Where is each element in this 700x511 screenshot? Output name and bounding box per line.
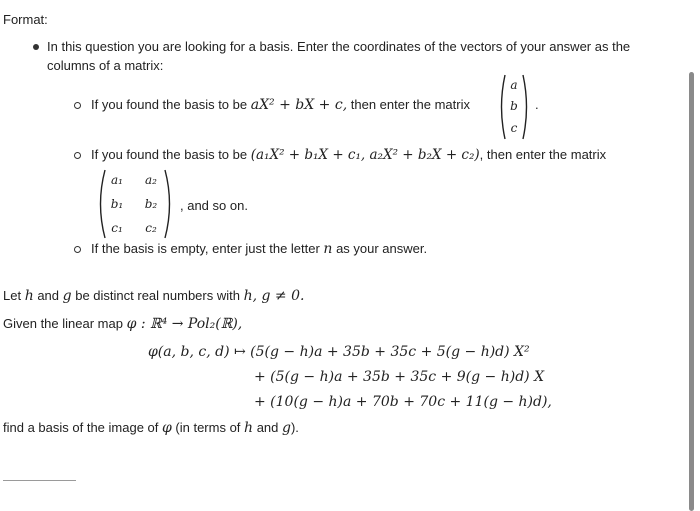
instruction-line-2: columns of a matrix: [47, 58, 164, 73]
sub2-mid: , then enter the matrix [479, 147, 607, 162]
matrix1-left-paren [497, 73, 507, 141]
matrix1-right-paren [521, 73, 531, 141]
sub-bullet-1 [91, 97, 470, 113]
p1-prefix: Let [3, 288, 25, 303]
bullet-dot [33, 44, 39, 50]
p1-h: h [24, 288, 34, 304]
sub2-suffix: , and so on. [180, 198, 248, 213]
final-g: g [282, 420, 291, 436]
sub3-prefix: If the basis is empty, enter just the letter [91, 241, 324, 256]
p1-g: g [62, 288, 72, 304]
formula-line-2: + (5(g − h)a + 35b + 35c + 9(g − h)d) X [254, 369, 545, 385]
format-label: Format: [3, 12, 48, 27]
problem-final-line [3, 420, 299, 436]
matrix2-a2: a₂ [145, 173, 157, 187]
p1-and: and [33, 288, 63, 303]
sub1-prefix: If you found the basis to be [91, 97, 251, 112]
answer-input-underline[interactable] [3, 480, 76, 481]
final-h: h [244, 420, 254, 436]
problem-line-1 [3, 288, 304, 304]
sub2-prefix: If you found the basis to be [91, 147, 251, 162]
instruction-line-1: In this question you are looking for a basis. Enter the coordinates of the vectors of your answer as the [47, 39, 631, 54]
sub1-suffix: . [535, 97, 539, 112]
p1-cond: h, g ≠ 0. [243, 288, 305, 304]
final-phi: φ [161, 420, 172, 436]
matrix1-entry-a: a [510, 78, 518, 92]
problem-line-2 [3, 316, 242, 332]
sub-bullet-circle-2 [74, 152, 81, 159]
p1-mid: be distinct real numbers with [71, 288, 244, 303]
sub-bullet-2 [91, 147, 606, 163]
matrix2-b1: b₁ [110, 197, 124, 211]
sub3-suffix: as your answer. [332, 241, 428, 256]
matrix2-a1: a₁ [111, 173, 123, 187]
matrix1-entry-c: c [510, 121, 518, 135]
formula-line-1: φ(a, b, c, d) ↦ (5(g − h)a + 35b + 35c + 5(g − h)d) X² [148, 344, 530, 360]
sub-bullet-circle-1 [74, 102, 81, 109]
matrix1-entry-b: b [510, 99, 518, 113]
matrix2-c1: c₁ [111, 221, 123, 235]
matrix2-c2: c₂ [145, 221, 157, 235]
final-and: and [253, 420, 282, 435]
sub1-mid: then enter the matrix [347, 97, 470, 112]
matrix2-right-paren [163, 168, 175, 240]
scrollbar[interactable] [689, 72, 694, 511]
sub2-poly: (a₁X² + b₁X + c₁, a₂X² + b₂X + c₂) [250, 147, 480, 163]
p2-prefix: Given the linear map [3, 316, 127, 331]
sub-bullet-3 [91, 241, 427, 257]
final-mid: (in terms of [171, 420, 245, 435]
matrix2-b2: b₂ [144, 197, 158, 211]
sub-bullet-circle-3 [74, 246, 81, 253]
p2-map: φ : ℝ⁴ → Pol₂(ℝ), [126, 316, 243, 332]
sub1-poly: aX² + bX + c, [250, 97, 348, 113]
formula-line-3: + (10(g − h)a + 70b + 70c + 11(g − h)d), [254, 394, 552, 410]
sub3-var: n [323, 241, 333, 257]
final-prefix: find a basis of the image of [3, 420, 162, 435]
final-suffix: ). [290, 420, 299, 435]
